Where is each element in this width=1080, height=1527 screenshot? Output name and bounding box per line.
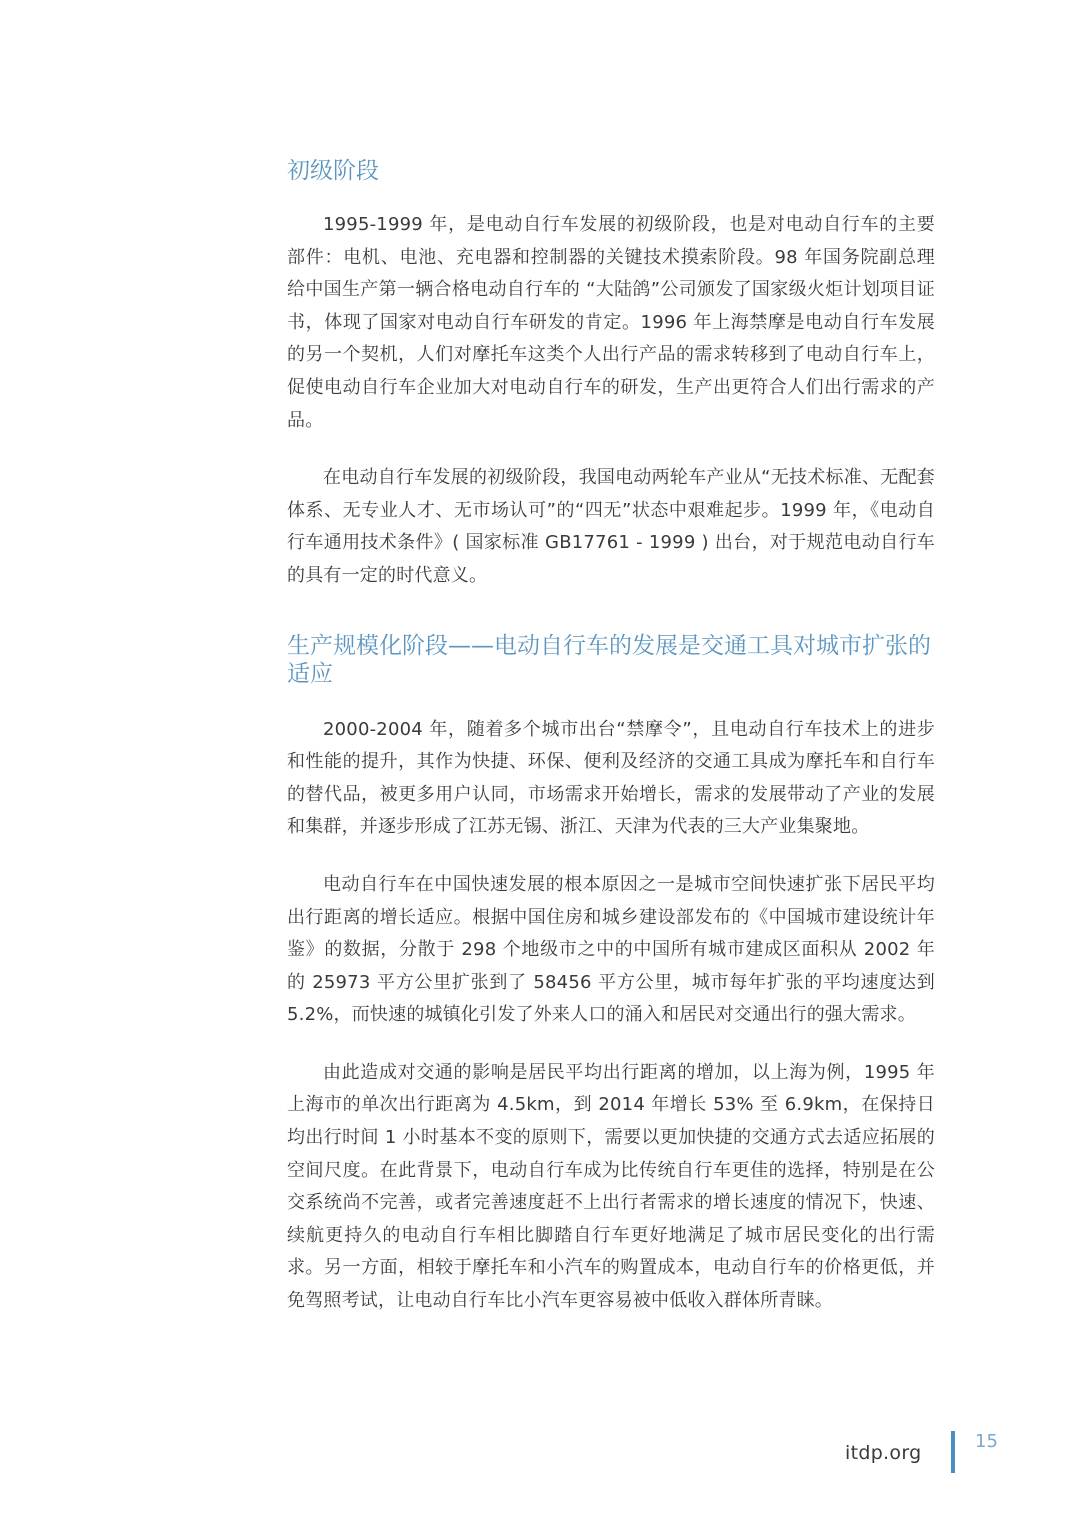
paragraph: 由此造成对交通的影响是居民平均出行距离的增加，以上海为例，1995 年上海市的单次出行距离为 4.5km，到 2014 年增长 53% 至 6.9km，在保持日均出行时间 1 小时基本不变的原则下，需要以更加快捷的交通方式去适应拓展的空间尺度。在此背景下，电动自行车成为比传统自行车更佳的选择，特别是在公交系统尚不完善，或者完善速度赶不上出行者需求的增长速度的情况下，快速、续航更持久的电动自行车相比脚踏自行车更好地满足了城市居民变化的出行需求。另一方面，相较于摩托车和小汽车的购置成本，电动自行车的价格更低，并免驾照考试，让电动自行车比小汽车更容易被中低收入群体所青睐。 xyxy=(287,1061,935,1312)
footer-divider-bar xyxy=(951,1431,955,1473)
footer-website: itdp.org xyxy=(845,1442,922,1464)
paragraph: 2000-2004 年，随着多个城市出台“禁摩令”，且电动自行车技术上的进步和性能的提升，其作为快捷、环保、便利及经济的交通工具成为摩托车和自行车的替代品，被更多用户认同，市场需求开始增长，需求的发展带动了产业的发展和集群，并逐步形成了江苏无锡、浙江、天津为代表的三大产业集聚地。 xyxy=(287,718,935,838)
paragraph: 1995-1999 年，是电动自行车发展的初级阶段，也是对电动自行车的主要部件：电机、电池、充电器和控制器的关键技术摸索阶段。98 年国务院副总理给中国生产第一辆合格电动自行车的 “大陆鸽”公司颁发了国家级火炬计划项目证书，体现了国家对电动自行车研发的肯定。1996 年上海禁摩是电动自行车发展的另一个契机，人们对摩托车这类个人出行产品的需求转移到了电动自行车上，促使电动自行车企业加大对电动自行车的研发，生产出更符合人们出行需求的产品。 xyxy=(287,214,935,431)
paragraph: 在电动自行车发展的初级阶段，我国电动两轮车产业从“无技术标准、无配套体系、无专业人才、无市场认可”的“四无”状态中艰难起步。1999 年，《电动自行车通用技术条件》( 国家标准 GB17761 - 1999 ) 出台，对于规范电动自行车的具有一定的时代意义。 xyxy=(287,467,935,586)
section-heading-initial-stage: 初级阶段 xyxy=(287,158,379,184)
document-body xyxy=(287,157,935,1318)
section-heading-scale-production-stage: 生产规模化阶段——电动自行车的发展是交通工具对城市扩张的适应 xyxy=(287,632,931,687)
page-number: 15 xyxy=(975,1431,998,1452)
paragraph: 电动自行车在中国快速发展的根本原因之一是城市空间快速扩张下居民平均出行距离的增长适应。根据中国住房和城乡建设部发布的《中国城市建设统计年鉴》的数据，分散于 298 个地级市之中的中国所有城市建成区面积从 2002 年的 25973 平方公里扩张到了 58456 平方公里，城市每年扩张的平均速度达到 5.2%，而快速的城镇化引发了外来人口的涌入和居民对交通出行的强大需求。 xyxy=(287,873,935,1026)
